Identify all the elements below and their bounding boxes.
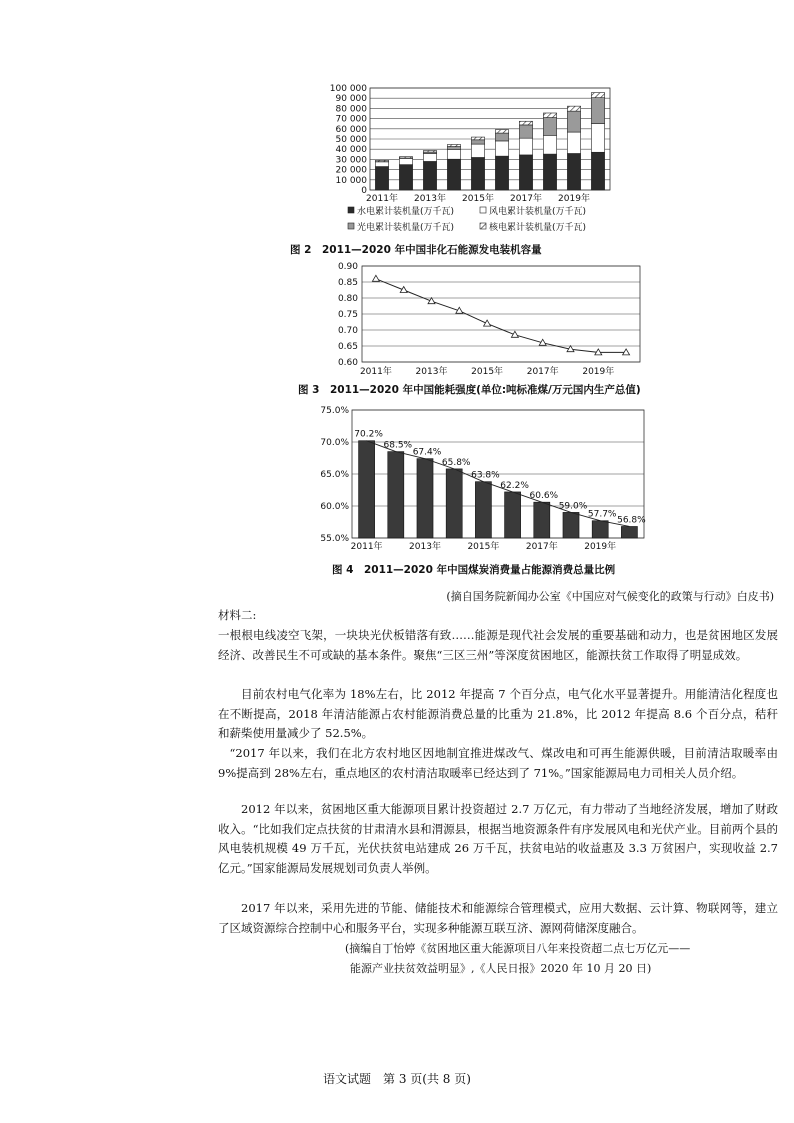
bar bbox=[388, 452, 404, 538]
bar bbox=[621, 526, 637, 538]
bar-segment bbox=[567, 106, 580, 111]
source-citation-2-line1: (摘编自丁怡婷《贫困地区重大能源项目八年来投资超二点七万亿元—— bbox=[345, 942, 691, 955]
x-tick-label: 2015年 bbox=[471, 367, 504, 377]
bar-segment bbox=[375, 162, 388, 167]
bar-segment bbox=[519, 121, 532, 125]
y-tick-label: 0.80 bbox=[337, 294, 358, 304]
data-label: 56.8% bbox=[617, 515, 646, 526]
y-tick-label: 90 000 bbox=[335, 94, 367, 105]
legend-label: 光电累计装机量(万千瓦) bbox=[357, 223, 455, 233]
bar-segment bbox=[495, 156, 508, 190]
bar-segment bbox=[591, 123, 604, 152]
bar bbox=[505, 492, 521, 538]
bar bbox=[359, 441, 375, 538]
y-tick-label: 0 bbox=[361, 186, 367, 196]
bar bbox=[563, 512, 579, 538]
x-tick-label: 2011年 bbox=[350, 542, 383, 552]
x-tick-label: 2019年 bbox=[584, 542, 617, 552]
y-tick-label: 60.0% bbox=[320, 502, 349, 512]
bar-segment bbox=[399, 165, 412, 190]
legend-swatch bbox=[348, 207, 354, 213]
data-label: 68.5% bbox=[383, 440, 413, 451]
series-line bbox=[376, 279, 626, 353]
bar-segment bbox=[423, 151, 436, 153]
data-label: 62.2% bbox=[500, 480, 529, 491]
paragraph-4: 2012 年以来，贫困地区重大能源项目累计投资超过 2.7 万亿元，有力带动了当地经济发展，增加了财政收入。“比如我们定点扶贫的甘肃清水县和渭源县，根据当地资源条件有序发展风电和光伏产业。目前两个县的风电装机规模 49 万千瓦，光伏扶贫电站建成 26 万千瓦，扶贫电站的收益惠及 3.3 万贫困户，实现收益 2.7 亿元。”国家能源局发展规划司负责人举例。 bbox=[218, 802, 778, 875]
bar-segment bbox=[519, 155, 532, 190]
bar-segment bbox=[495, 130, 508, 133]
x-tick-label: 2013年 bbox=[415, 367, 448, 377]
y-tick-label: 0.65 bbox=[337, 342, 358, 352]
paragraph-1: 一根根电线凌空飞架，一块块光伏板错落有致……能源是现代社会发展的重要基础和动力，也是贫困地区发展经济、改善民生不可或缺的基本条件。聚焦“三区三州”等深度贫困地区，能源扶贫工作取得了明显成效。 bbox=[218, 628, 778, 662]
bar-segment bbox=[471, 137, 484, 140]
y-tick-label: 65.0% bbox=[320, 470, 349, 480]
y-tick-label: 0.60 bbox=[337, 358, 358, 368]
figure-3-caption: 图 3 2011—2020 年中国能耗强度(单位:吨标准煤/万元国内生产总值) bbox=[298, 384, 641, 396]
data-label: 57.7% bbox=[587, 509, 617, 520]
bar-segment bbox=[591, 98, 604, 124]
y-tick-label: 0.70 bbox=[337, 326, 358, 336]
data-point bbox=[484, 320, 491, 326]
data-label: 67.4% bbox=[412, 447, 442, 458]
y-tick-label: 70 000 bbox=[335, 114, 367, 125]
y-tick-label: 0.90 bbox=[337, 262, 358, 272]
bar-segment bbox=[399, 157, 412, 158]
bar bbox=[475, 482, 491, 538]
y-tick-label: 50 000 bbox=[335, 135, 367, 145]
x-tick-label: 2015年 bbox=[462, 194, 494, 204]
bar-segment bbox=[519, 138, 532, 155]
paragraph-3: “2017 年以来，我们在北方农村地区因地制宜推进煤改气、煤改电和可再生能源供暖，目前清洁取暖率由 9%提高到 28%左右，重点地区的农村清洁取暖率已经达到了 71%。”国家能源局电力司相关人员介绍。 bbox=[218, 746, 778, 780]
paragraph-2: 目前农村电气化率为 18%左右，比 2012 年提高 7 个百分点，电气化水平显著提升。用能清洁化程度也在不断提高，2018 年清洁能源占农村能源消费总量的比重为 21.8%，比 2012 年提高 8.6 个百分点，秸秆和薪柴使用量减少了 52.5%。 bbox=[218, 687, 778, 741]
x-tick-label: 2015年 bbox=[467, 542, 500, 552]
legend-swatch bbox=[480, 207, 486, 213]
bar-segment bbox=[447, 145, 460, 147]
data-label: 59.0% bbox=[558, 501, 588, 512]
legend-label: 风电累计装机量(万千瓦) bbox=[489, 207, 587, 217]
y-tick-label: 60 000 bbox=[335, 124, 367, 135]
page-footer: 语文试题 第 3 页(共 8 页) bbox=[323, 1072, 471, 1086]
bar-segment bbox=[543, 135, 556, 154]
y-tick-label: 10 000 bbox=[335, 175, 367, 186]
bar-segment bbox=[567, 153, 580, 190]
legend-swatch bbox=[480, 223, 486, 229]
source-citation-2-line2: 能源产业扶贫效益明显》,《人民日报》2020 年 10 月 20 日) bbox=[350, 962, 652, 975]
y-tick-label: 20 000 bbox=[335, 165, 367, 176]
data-label: 60.6% bbox=[529, 491, 559, 502]
x-tick-label: 2017年 bbox=[510, 194, 542, 204]
bar-segment bbox=[447, 149, 460, 159]
energy-intensity-chart bbox=[318, 258, 648, 382]
data-point bbox=[623, 349, 630, 355]
material-2-heading: 材料二: bbox=[218, 608, 257, 622]
bar-segment bbox=[471, 144, 484, 157]
x-tick-label: 2011年 bbox=[359, 367, 392, 377]
x-tick-label: 2017年 bbox=[525, 542, 558, 552]
bar-segment bbox=[375, 167, 388, 190]
legend-swatch bbox=[348, 223, 354, 229]
bar-segment bbox=[543, 118, 556, 136]
bar-segment bbox=[495, 133, 508, 141]
source-citation-1: (摘自国务院新闻办公室《中国应对气候变化的政策与行动》白皮书) bbox=[446, 590, 774, 603]
data-label: 65.8% bbox=[441, 457, 471, 468]
bar-segment bbox=[567, 132, 580, 153]
y-tick-label: 55.0% bbox=[320, 534, 349, 544]
y-tick-label: 0.85 bbox=[337, 278, 358, 288]
y-tick-label: 70.0% bbox=[320, 438, 349, 448]
bar bbox=[592, 521, 608, 538]
x-tick-label: 2011年 bbox=[366, 194, 398, 204]
legend-label: 核电累计装机量(万千瓦) bbox=[489, 223, 587, 233]
data-point bbox=[372, 275, 379, 281]
x-tick-label: 2013年 bbox=[409, 542, 441, 552]
bar-segment bbox=[399, 158, 412, 164]
coal-share-chart bbox=[312, 400, 652, 552]
bar-segment bbox=[471, 140, 484, 144]
data-label: 63.8% bbox=[471, 470, 500, 481]
paragraph-5: 2017 年以来，采用先进的节能、储能技术和能源综合管理模式，应用大数据、云计算、物联网等，建立了区域资源综合控制中心和服务平台，实现多种能源互联互济、源网荷储深度融合。 bbox=[218, 901, 778, 935]
bar-segment bbox=[543, 113, 556, 118]
bar-segment bbox=[471, 157, 484, 190]
y-tick-label: 40 000 bbox=[335, 145, 367, 156]
bar-segment bbox=[447, 159, 460, 190]
bar-segment bbox=[519, 125, 532, 138]
x-tick-label: 2019年 bbox=[558, 194, 590, 204]
bar bbox=[534, 502, 550, 538]
bar-segment bbox=[423, 154, 436, 162]
bar-segment bbox=[543, 154, 556, 190]
y-tick-label: 80 000 bbox=[335, 104, 367, 115]
bar bbox=[446, 469, 462, 538]
legend-label: 水电累计装机量(万千瓦) bbox=[357, 207, 455, 217]
data-label: 70.2% bbox=[354, 429, 383, 440]
y-tick-label: 75.0% bbox=[320, 406, 349, 416]
bar-segment bbox=[591, 93, 604, 98]
x-tick-label: 2013年 bbox=[414, 194, 446, 204]
bar-segment bbox=[423, 161, 436, 190]
y-tick-label: 100 000 bbox=[329, 84, 367, 94]
y-tick-label: 30 000 bbox=[335, 155, 367, 166]
bar-segment bbox=[591, 152, 604, 190]
figure-4-caption: 图 4 2011—2020 年中国煤炭消费量占能源消费总量比例 bbox=[332, 564, 616, 576]
x-tick-label: 2019年 bbox=[582, 367, 615, 377]
bar-segment bbox=[567, 111, 580, 132]
bar-segment bbox=[375, 160, 388, 161]
installed-capacity-chart bbox=[320, 78, 620, 254]
y-tick-label: 0.75 bbox=[337, 310, 358, 320]
figure-2-caption: 图 2 2011—2020 年中国非化石能源发电装机容量 bbox=[290, 244, 542, 256]
x-tick-label: 2017年 bbox=[526, 367, 559, 377]
bar-segment bbox=[495, 141, 508, 156]
bar-segment bbox=[447, 147, 460, 150]
bar bbox=[417, 459, 433, 538]
